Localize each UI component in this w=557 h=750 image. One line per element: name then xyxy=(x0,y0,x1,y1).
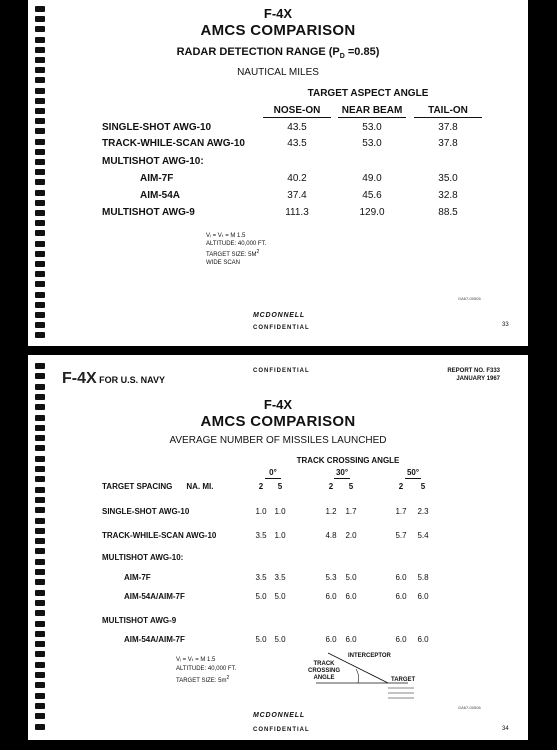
table-cell: 43.5 xyxy=(287,122,307,133)
table-cell: 1.0 xyxy=(274,531,286,540)
binder-hole xyxy=(35,456,45,462)
diagram-label-interceptor: INTERCEPTOR xyxy=(348,653,391,659)
binder-hole xyxy=(35,241,45,247)
binder-hole xyxy=(35,404,45,410)
table-cell: 45.6 xyxy=(362,190,382,201)
header-underline xyxy=(414,117,482,118)
binder-hole xyxy=(35,559,45,565)
binder-hole xyxy=(35,435,45,441)
binder-hole xyxy=(35,445,45,451)
binder-hole xyxy=(35,590,45,596)
binder-hole xyxy=(35,47,45,53)
binder-hole xyxy=(35,139,45,145)
row-label: AIM-54A/AIM-7F xyxy=(124,592,185,601)
binder-hole xyxy=(35,415,45,421)
spacing-header: 2 xyxy=(398,482,404,491)
diagram-label-track-crossing-angle: TRACK CROSSING ANGLE xyxy=(307,661,340,681)
table-cell: 6.0 xyxy=(417,635,429,644)
row-label: AIM-7F xyxy=(124,573,151,582)
row-label: AIM-54A/AIM-7F xyxy=(124,635,185,644)
binder-hole xyxy=(35,210,45,216)
binder-hole xyxy=(35,497,45,503)
reference-code: GA67-00505 xyxy=(458,296,481,301)
binder-hole xyxy=(35,67,45,73)
table-cell: 1.0 xyxy=(274,507,286,516)
table-cell: 5.0 xyxy=(345,573,357,582)
binder-hole xyxy=(35,57,45,63)
binder-hole xyxy=(35,98,45,104)
classification-marking: CONFIDENTIAL xyxy=(253,325,310,331)
brand-logo: MCDONNELL xyxy=(253,712,305,719)
page-number: 33 xyxy=(502,322,509,328)
table-cell: 6.0 xyxy=(395,573,407,582)
binder-hole xyxy=(35,528,45,534)
page-title: F-4X xyxy=(263,6,293,21)
table-cell: 32.8 xyxy=(438,190,458,201)
binder-hole xyxy=(35,662,45,668)
table-cell: 2.0 xyxy=(345,531,357,540)
note-line: Vᵢ = Vₜ = M 1.5 xyxy=(176,657,216,663)
binder-hole xyxy=(35,88,45,94)
page-title: F-4X xyxy=(263,397,293,412)
spacing-header: 5 xyxy=(277,482,283,491)
brand-logo: MCDONNELL xyxy=(253,312,305,319)
table-cell: 40.2 xyxy=(287,173,307,184)
chart-heading: RADAR DETECTION RANGE $(P_D =0.85)$ xyxy=(176,46,380,61)
header-underline xyxy=(263,117,331,118)
binder-hole xyxy=(35,200,45,206)
table-cell: 1.7 xyxy=(345,507,357,516)
spacing-header: 5 xyxy=(348,482,354,491)
table-cell: 5.0 xyxy=(255,592,267,601)
report-info: REPORT NO. F333 JANUARY 1967 xyxy=(447,368,500,382)
table-cell: 1.2 xyxy=(325,507,337,516)
binder-hole xyxy=(35,190,45,196)
table-cell: 6.0 xyxy=(325,635,337,644)
binder-hole xyxy=(35,518,45,524)
binder-hole xyxy=(35,384,45,390)
note-line: WIDE SCAN xyxy=(206,260,241,266)
binder-holes xyxy=(28,0,50,346)
table-cell: 53.0 xyxy=(362,122,382,133)
units-label: NAUTICAL MILES xyxy=(237,67,319,78)
binder-hole xyxy=(35,149,45,155)
table-cell: 2.3 xyxy=(417,507,429,516)
angle-header: 30° xyxy=(335,468,349,477)
table-cell: 5.0 xyxy=(274,635,286,644)
table-cell: 111.3 xyxy=(285,207,309,218)
spacing-header: 2 xyxy=(258,482,264,491)
binder-hole xyxy=(35,693,45,699)
classification-marking: CONFIDENTIAL xyxy=(253,727,310,733)
column-header: TAIL-ON xyxy=(428,105,468,116)
row-label: TRACK-WHILE-SCAN AWG-10 xyxy=(102,138,245,149)
table-cell: 6.0 xyxy=(395,592,407,601)
binder-hole xyxy=(35,641,45,647)
angle-underline xyxy=(265,478,281,479)
binder-hole xyxy=(35,507,45,513)
table-cell: 35.0 xyxy=(438,173,458,184)
column-header: NEAR BEAM xyxy=(341,105,403,116)
page-subtitle: AMCS COMPARISON xyxy=(200,413,356,430)
binder-hole xyxy=(35,16,45,22)
row-label: MULTISHOT AWG-10: xyxy=(102,553,184,562)
table-cell: 5.8 xyxy=(417,573,429,582)
table-cell: 6.0 xyxy=(325,592,337,601)
row-label: MULTISHOT AWG-9 xyxy=(102,616,177,625)
table-cell: 6.0 xyxy=(417,592,429,601)
binder-hole xyxy=(35,302,45,308)
binder-hole xyxy=(35,425,45,431)
binder-hole xyxy=(35,108,45,114)
binder-hole xyxy=(35,363,45,369)
binder-hole xyxy=(35,26,45,32)
spacing-header: 5 xyxy=(420,482,426,491)
angle-header: 50° xyxy=(406,468,420,477)
table-cell: 43.5 xyxy=(287,138,307,149)
binder-hole xyxy=(35,651,45,657)
angle-underline xyxy=(334,478,350,479)
binder-hole xyxy=(35,322,45,328)
header-underline xyxy=(338,117,406,118)
table-cell: 5.0 xyxy=(255,635,267,644)
binder-hole xyxy=(35,373,45,379)
row-label: MULTISHOT AWG-10: xyxy=(102,156,204,167)
binder-hole xyxy=(35,548,45,554)
table-cell: 6.0 xyxy=(395,635,407,644)
diagram-label-target: TARGET xyxy=(391,677,416,683)
binder-hole xyxy=(35,169,45,175)
conditions-notes xyxy=(176,656,236,686)
binder-hole xyxy=(35,179,45,185)
table-cell: 3.5 xyxy=(255,531,267,540)
note-line: ALTITUDE: 40,000 FT. xyxy=(176,666,237,672)
binder-hole xyxy=(35,6,45,12)
row-label: SINGLE-SHOT AWG-10 xyxy=(102,507,190,516)
binder-hole xyxy=(35,230,45,236)
table-cell: 3.5 xyxy=(255,573,267,582)
note-line: ALTITUDE: 40,000 FT. xyxy=(206,241,267,247)
column-header: NOSE-ON xyxy=(273,105,321,116)
binder-hole xyxy=(35,118,45,124)
table-cell: 37.8 xyxy=(438,122,458,133)
binder-hole xyxy=(35,312,45,318)
binder-hole xyxy=(35,261,45,267)
table-cell: 1.7 xyxy=(395,507,407,516)
binder-hole xyxy=(35,281,45,287)
top-classification: CONFIDENTIAL xyxy=(253,368,310,374)
table-cell: 5.0 xyxy=(274,592,286,601)
binder-hole xyxy=(35,220,45,226)
note-line: TARGET SIZE: $5m^2$ xyxy=(176,675,230,684)
binder-hole xyxy=(35,466,45,472)
document-page-33 xyxy=(28,0,528,346)
binder-hole xyxy=(35,251,45,257)
angle-header: 0° xyxy=(269,468,277,477)
binder-hole xyxy=(35,37,45,43)
spacing-label: TARGET SPACING NA. MI. xyxy=(102,482,214,491)
table-cell: 129.0 xyxy=(359,207,385,218)
binder-hole xyxy=(35,569,45,575)
conditions-notes xyxy=(206,232,266,267)
group-header: TRACK CROSSING ANGLE xyxy=(296,456,400,465)
binder-hole xyxy=(35,487,45,493)
binder-hole xyxy=(35,394,45,400)
table-cell: 6.0 xyxy=(345,592,357,601)
binder-hole xyxy=(35,610,45,616)
table-cell: 5.7 xyxy=(395,531,407,540)
table-cell: 3.5 xyxy=(274,573,286,582)
table-cell: 37.8 xyxy=(438,138,458,149)
row-label: AIM-7F xyxy=(140,173,174,184)
binder-hole xyxy=(35,631,45,637)
binder-hole xyxy=(35,621,45,627)
binder-hole xyxy=(35,159,45,165)
binder-holes xyxy=(28,355,50,740)
binder-hole xyxy=(35,476,45,482)
reference-code: GA67-00506 xyxy=(458,705,481,710)
group-header: TARGET ASPECT ANGLE xyxy=(307,88,429,99)
table-cell: 1.0 xyxy=(255,507,267,516)
binder-hole xyxy=(35,271,45,277)
page-subtitle: AMCS COMPARISON xyxy=(200,22,356,39)
table-cell: 6.0 xyxy=(345,635,357,644)
spacing-header: 2 xyxy=(328,482,334,491)
binder-hole xyxy=(35,538,45,544)
row-label: AIM-54A xyxy=(140,190,181,201)
table-cell: 53.0 xyxy=(362,138,382,149)
row-label: TRACK-WHILE-SCAN AWG-10 xyxy=(102,531,217,540)
table-cell: 5.3 xyxy=(325,573,337,582)
binder-hole xyxy=(35,672,45,678)
chart-heading: AVERAGE NUMBER OF MISSILES LAUNCHED xyxy=(169,435,387,446)
angle-underline xyxy=(405,478,421,479)
binder-hole xyxy=(35,600,45,606)
table-cell: 4.8 xyxy=(325,531,337,540)
binder-hole xyxy=(35,682,45,688)
binder-hole xyxy=(35,292,45,298)
binder-hole xyxy=(35,579,45,585)
document-page-34 xyxy=(28,355,528,740)
row-label: MULTISHOT AWG-9 xyxy=(102,207,195,218)
binder-hole xyxy=(35,128,45,134)
corner-title: F-4X FOR U.S. NAVY xyxy=(62,370,166,387)
binder-hole xyxy=(35,703,45,709)
binder-hole xyxy=(35,724,45,730)
table-cell: 5.4 xyxy=(417,531,429,540)
note-line: Vᵢ = Vₜ = M 1.5 xyxy=(206,233,246,239)
note-line: TARGET SIZE: $5M^2$ xyxy=(206,249,260,258)
binder-hole xyxy=(35,332,45,338)
table-cell: 37.4 xyxy=(287,190,307,201)
page-number: 34 xyxy=(502,726,509,732)
angle-arc xyxy=(356,669,359,683)
row-label: SINGLE-SHOT AWG-10 xyxy=(102,122,212,133)
table-cell: 88.5 xyxy=(438,207,458,218)
binder-hole xyxy=(35,77,45,83)
table-cell: 49.0 xyxy=(362,173,382,184)
binder-hole xyxy=(35,713,45,719)
